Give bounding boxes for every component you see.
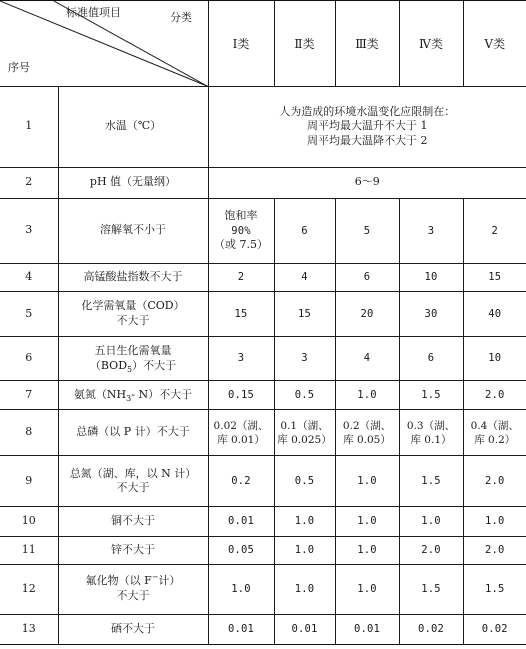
value-cell: 2.0	[463, 456, 526, 507]
value-cell	[208, 410, 274, 456]
row-name-line: 不大于	[116, 589, 150, 603]
table-row	[0, 381, 526, 410]
table-row	[0, 507, 526, 536]
row-name-line: 五日生化需氧量	[94, 343, 172, 357]
row-no: 2	[0, 167, 58, 198]
header-row	[0, 1, 526, 87]
row-name: 锌不大于	[58, 536, 208, 564]
table-row	[0, 564, 526, 614]
row-no: 13	[0, 614, 58, 644]
value-cell	[463, 410, 526, 456]
value-cell: 3	[274, 336, 335, 380]
value-cell: 10	[463, 336, 526, 380]
value-cell: 1.0	[208, 564, 274, 614]
table-row	[0, 167, 526, 198]
value-cell: 15	[274, 291, 335, 336]
value-cell: 15	[208, 291, 274, 336]
subscript: 5	[127, 364, 133, 374]
table-row	[0, 198, 526, 263]
header-item-label: 标准值项目	[66, 6, 121, 19]
value-line: 库 0.01）	[217, 433, 265, 446]
header-class-5: Ⅴ类	[463, 1, 526, 87]
value-cell: 15	[463, 263, 526, 291]
value-cell	[335, 410, 399, 456]
value-cell: 0.05	[208, 536, 274, 564]
value-cell: 1.0	[274, 564, 335, 614]
header-class-1: Ⅰ类	[208, 1, 274, 87]
value-cell: 2	[208, 263, 274, 291]
value-line: 0.1（湖、	[280, 419, 329, 432]
value-line: 库 0.05）	[343, 433, 391, 446]
value-cell: 2.0	[463, 381, 526, 410]
row-no: 8	[0, 410, 58, 456]
row-name-part: 氟化物（以 F	[85, 574, 152, 588]
row-no: 9	[0, 456, 58, 507]
row-no: 10	[0, 507, 58, 536]
value-cell: 1.5	[399, 456, 463, 507]
value-cell: 0.01	[208, 507, 274, 536]
row-name: 溶解氧不小于	[58, 198, 208, 263]
row-name: 硒不大于	[58, 614, 208, 644]
value-cell: 1.5	[399, 564, 463, 614]
row-name	[58, 336, 208, 380]
merged-line: 人为造成的环境水温变化应限制在：	[279, 104, 456, 118]
row-name: 高锰酸盐指数不大于	[58, 263, 208, 291]
row-name: 总磷（以 P 计）不大于	[58, 410, 208, 456]
value-cell: 20	[335, 291, 399, 336]
row-no: 11	[0, 536, 58, 564]
value-cell: 5	[335, 198, 399, 263]
subscript: 3	[126, 393, 132, 403]
value-cell: 2	[463, 198, 526, 263]
value-cell: 1.0	[335, 564, 399, 614]
value-cell: 0.01	[274, 614, 335, 644]
value-cell: 6	[274, 198, 335, 263]
value-cell: 0.5	[274, 456, 335, 507]
table-row	[0, 536, 526, 564]
row-no: 1	[0, 87, 58, 167]
row-name: 水温（℃）	[58, 87, 208, 167]
row-no: 3	[0, 198, 58, 263]
header-no-label: 序号	[8, 61, 30, 74]
value-cell: 0.01	[335, 614, 399, 644]
value-cell: 0.15	[208, 381, 274, 410]
table-row	[0, 291, 526, 336]
value-cell: 1.0	[274, 536, 335, 564]
value-line: 0.3（湖、	[406, 419, 456, 432]
value-cell	[208, 198, 274, 263]
value-cell: 4	[274, 263, 335, 291]
row-name-part: - N）不大于	[131, 387, 193, 401]
table-row	[0, 614, 526, 644]
row-name	[58, 456, 208, 507]
row-name	[58, 564, 208, 614]
row-name-line: 不大于	[116, 313, 150, 327]
value-cell: 2.0	[463, 536, 526, 564]
value-cell: 2.0	[399, 536, 463, 564]
merged-value-cell	[208, 87, 526, 167]
value-line: 90%	[231, 224, 251, 237]
table-row	[0, 336, 526, 380]
row-name: pH 值（无量纲）	[58, 167, 208, 198]
row-name	[58, 291, 208, 336]
value-cell: 10	[399, 263, 463, 291]
value-cell: 1.0	[335, 456, 399, 507]
value-cell: 1.0	[399, 507, 463, 536]
value-cell: 1.5	[399, 381, 463, 410]
row-name-line: 化学需氧量（COD）	[81, 299, 185, 313]
value-line: 饱和率	[224, 208, 258, 222]
table-row	[0, 410, 526, 456]
value-cell: 3	[208, 336, 274, 380]
value-cell	[399, 410, 463, 456]
row-name: 铜不大于	[58, 507, 208, 536]
value-cell: 0.2	[208, 456, 274, 507]
value-cell: 1.5	[463, 564, 526, 614]
row-no: 7	[0, 381, 58, 410]
header-class-2: Ⅱ类	[274, 1, 335, 87]
value-cell: 4	[335, 336, 399, 380]
value-cell: 30	[399, 291, 463, 336]
value-cell: 6	[335, 263, 399, 291]
value-cell: 0.5	[274, 381, 335, 410]
value-line: 库 0.025）	[277, 433, 332, 446]
row-name-part: ）不大于	[132, 358, 177, 372]
merged-line: 周平均最大温升不大于 1	[307, 119, 428, 133]
table-row	[0, 456, 526, 507]
value-cell: 0.02	[399, 614, 463, 644]
row-name-line	[60, 359, 207, 374]
header-class-4: Ⅳ类	[399, 1, 463, 87]
row-name-line: 总氮（湖、库，以 N 计）	[69, 466, 197, 480]
merged-value-cell: 6～9	[208, 167, 526, 198]
value-cell: 1.0	[335, 381, 399, 410]
row-no: 5	[0, 291, 58, 336]
row-no: 6	[0, 336, 58, 380]
table-row	[0, 263, 526, 291]
header-class-3: Ⅲ类	[335, 1, 399, 87]
value-line: （或 7.5）	[214, 237, 268, 251]
row-no: 12	[0, 564, 58, 614]
value-line: 库 0.1）	[410, 433, 452, 446]
row-no: 4	[0, 263, 58, 291]
value-cell: 3	[399, 198, 463, 263]
value-cell: 1.0	[274, 507, 335, 536]
value-cell: 0.02	[463, 614, 526, 644]
row-name-line	[60, 574, 207, 589]
superscript: −	[151, 572, 159, 582]
value-cell: 0.01	[208, 614, 274, 644]
value-cell: 1.0	[463, 507, 526, 536]
value-cell: 40	[463, 291, 526, 336]
row-name-part: （BOD	[89, 358, 128, 372]
value-cell	[274, 410, 335, 456]
row-name-part: 计）	[158, 574, 181, 588]
value-line: 0.4（湖、	[470, 419, 519, 432]
value-line: 库 0.2）	[474, 433, 516, 446]
header-category-label: 分类	[170, 11, 192, 24]
value-cell: 1.0	[335, 507, 399, 536]
merged-line: 周平均最大温降不大于 2	[307, 134, 428, 148]
row-name-part: 氨氮（NH	[73, 387, 127, 401]
table-row	[0, 87, 526, 167]
value-cell: 6	[399, 336, 463, 380]
row-name-line: 不大于	[116, 481, 150, 495]
diagonal-header-cell	[0, 1, 208, 87]
value-line: 0.02（湖、	[213, 419, 269, 432]
value-line: 0.2（湖、	[342, 419, 392, 432]
row-name	[58, 381, 208, 410]
value-cell: 1.0	[335, 536, 399, 564]
